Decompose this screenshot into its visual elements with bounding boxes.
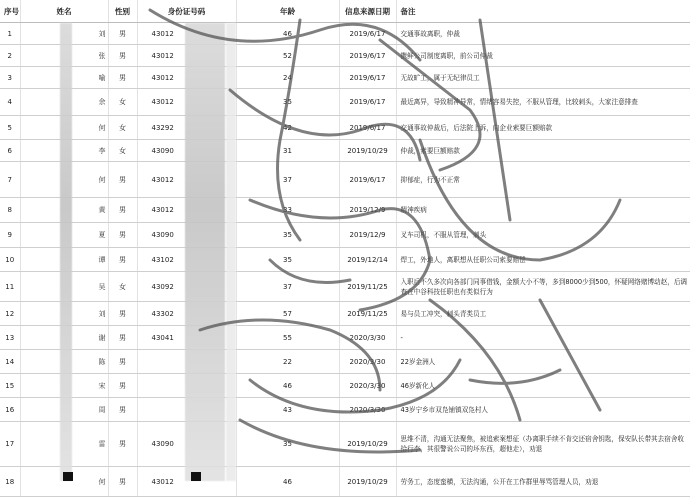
cell-name[interactable]: 何	[20, 467, 108, 497]
cell-name[interactable]: 陈	[20, 350, 108, 374]
header-row	[0, 0, 690, 23]
cell-date[interactable]: 2019/12/9	[339, 198, 396, 223]
cell-seq[interactable]: 3	[0, 67, 20, 89]
cell-id[interactable]: 43012	[137, 23, 236, 45]
cell-seq[interactable]: 10	[0, 248, 20, 272]
cell-date[interactable]: 2019/6/17	[339, 45, 396, 67]
cell-name[interactable]: 周	[20, 398, 108, 422]
id-redaction	[185, 23, 225, 481]
table-row[interactable]	[0, 116, 690, 140]
cell-age[interactable]: 35	[236, 223, 339, 248]
cell-gender[interactable]: 男	[108, 467, 137, 497]
cell-name[interactable]: 吴	[20, 272, 108, 302]
header-date[interactable]: 信息来源日期	[339, 0, 396, 23]
cell-date[interactable]: 2019/6/17	[339, 23, 396, 45]
table-row[interactable]	[0, 162, 690, 198]
header-note[interactable]: 备注	[396, 0, 690, 23]
cell-age[interactable]: 33	[236, 198, 339, 223]
cell-gender[interactable]: 男	[108, 302, 137, 326]
redaction-mark	[63, 472, 73, 481]
cell-age[interactable]: 22	[236, 350, 339, 374]
table-row[interactable]	[0, 45, 690, 67]
cell-age[interactable]: 52	[236, 45, 339, 67]
cell-name[interactable]: 李	[20, 140, 108, 162]
cell-name[interactable]: 何	[20, 162, 108, 198]
cell-gender[interactable]: 男	[108, 23, 137, 45]
cell-seq[interactable]: 14	[0, 350, 20, 374]
cell-gender[interactable]: 女	[108, 116, 137, 140]
table-row[interactable]	[0, 467, 690, 497]
table-row[interactable]	[0, 140, 690, 162]
cell-note[interactable]: 46岁新化人	[396, 374, 690, 398]
cell-id[interactable]: 43292	[137, 116, 236, 140]
cell-name[interactable]: 何	[20, 116, 108, 140]
cell-date[interactable]: 2019/6/17	[339, 89, 396, 116]
header-name[interactable]: 姓名	[20, 0, 108, 23]
cell-seq[interactable]: 8	[0, 198, 20, 223]
cell-name[interactable]: 雷	[20, 422, 108, 467]
cell-seq[interactable]: 6	[0, 140, 20, 162]
cell-name[interactable]: 张	[20, 45, 108, 67]
cell-name[interactable]: 喻	[20, 67, 108, 89]
cell-note[interactable]: 抑郁症，行为不正常	[396, 162, 690, 198]
cell-name[interactable]: 谢	[20, 326, 108, 350]
cell-seq[interactable]: 9	[0, 223, 20, 248]
table-row[interactable]	[0, 374, 690, 398]
cell-note[interactable]: 入职后不久多次向各部门同事借钱，金额大小不等，多到8000少到500，怀疑网络赌博动赵，后调查在中谷科技任职也有类似行为	[396, 272, 690, 302]
table-body	[0, 23, 690, 497]
cell-seq[interactable]: 18	[0, 467, 20, 497]
cell-date[interactable]: 2019/12/14	[339, 248, 396, 272]
cell-age[interactable]: 55	[236, 326, 339, 350]
header-age[interactable]: 年龄	[236, 0, 339, 23]
cell-date[interactable]: 2019/11/25	[339, 302, 396, 326]
table-row[interactable]	[0, 302, 690, 326]
header-gender[interactable]: 性别	[108, 0, 137, 23]
table-row[interactable]	[0, 67, 690, 89]
table-row[interactable]	[0, 223, 690, 248]
cell-note[interactable]: 精神疾病	[396, 198, 690, 223]
cell-note[interactable]: 仲裁，索要巨额赔款	[396, 140, 690, 162]
cell-age[interactable]: 57	[236, 302, 339, 326]
cell-gender[interactable]: 男	[108, 398, 137, 422]
cell-id[interactable]: 43012	[137, 467, 236, 497]
cell-note[interactable]: 叉车司机，不服从管理，刺头	[396, 223, 690, 248]
table-row[interactable]	[0, 398, 690, 422]
cell-age[interactable]: 35	[236, 248, 339, 272]
header-id[interactable]: 身份证号码	[137, 0, 236, 23]
cell-gender[interactable]: 男	[108, 67, 137, 89]
cell-date[interactable]: 2019/10/29	[339, 422, 396, 467]
cell-gender[interactable]: 女	[108, 89, 137, 116]
table-row[interactable]	[0, 248, 690, 272]
cell-seq[interactable]: 1	[0, 23, 20, 45]
cell-gender[interactable]: 男	[108, 223, 137, 248]
cell-note[interactable]: 43岁宁乡市双凫铺镇双凫村人	[396, 398, 690, 422]
table-row[interactable]	[0, 272, 690, 302]
cell-note[interactable]: 思维不清，沟通无法聚焦，被追索案想征（办离职手续不肯交还宿舍钥匙，保安队长带其去宿舍收拾行李，其很警说公司的坏东西，超他走），劝退	[396, 422, 690, 467]
table-row[interactable]	[0, 350, 690, 374]
cell-note[interactable]: 劳务工，态度蛮横，无法沟通，公开在工作群里辱骂管理人员，劝退	[396, 467, 690, 497]
cell-age[interactable]: 35	[236, 89, 339, 116]
cell-seq[interactable]: 13	[0, 326, 20, 350]
cell-gender[interactable]: 男	[108, 350, 137, 374]
cell-name[interactable]: 谭	[20, 248, 108, 272]
cell-id[interactable]: 43090	[137, 223, 236, 248]
cell-id[interactable]: 43012	[137, 89, 236, 116]
cell-date[interactable]: 2020/3/30	[339, 374, 396, 398]
id-redaction-faint	[226, 23, 236, 481]
redaction-mark	[191, 472, 201, 481]
cell-age[interactable]: 24	[236, 67, 339, 89]
cell-id[interactable]: 43102	[137, 248, 236, 272]
cell-age[interactable]: 31	[236, 140, 339, 162]
cell-date[interactable]: 2020/3/30	[339, 398, 396, 422]
cell-seq[interactable]: 2	[0, 45, 20, 67]
cell-id[interactable]: 43092	[137, 272, 236, 302]
cell-date[interactable]: 2019/6/17	[339, 162, 396, 198]
cell-seq[interactable]: 7	[0, 162, 20, 198]
cell-name[interactable]: 余	[20, 89, 108, 116]
cell-note[interactable]: 焊工，外地人，离职想从任职公司索要赔偿	[396, 248, 690, 272]
cell-gender[interactable]: 男	[108, 45, 137, 67]
cell-seq[interactable]: 16	[0, 398, 20, 422]
cell-age[interactable]: 43	[236, 398, 339, 422]
cell-seq[interactable]: 5	[0, 116, 20, 140]
cell-name[interactable]: 夏	[20, 223, 108, 248]
cell-id[interactable]: 43012	[137, 162, 236, 198]
table-row[interactable]	[0, 89, 690, 116]
cell-note[interactable]: 交通事故仲裁后，后法院上诉，向企业索要巨额赔款	[396, 116, 690, 140]
cell-id[interactable]: 43302	[137, 302, 236, 326]
table-row[interactable]	[0, 23, 690, 45]
cell-date[interactable]: 2020/3/30	[339, 350, 396, 374]
cell-age[interactable]: 46	[236, 374, 339, 398]
cell-age[interactable]: 46	[236, 467, 339, 497]
cell-gender[interactable]: 女	[108, 272, 137, 302]
cell-date[interactable]: 2019/6/17	[339, 67, 396, 89]
cell-gender[interactable]: 男	[108, 198, 137, 223]
cell-seq[interactable]: 15	[0, 374, 20, 398]
cell-seq[interactable]: 4	[0, 89, 20, 116]
cell-date[interactable]: 2019/10/29	[339, 140, 396, 162]
cell-age[interactable]: 46	[236, 23, 339, 45]
cell-gender[interactable]: 男	[108, 248, 137, 272]
cell-seq[interactable]: 11	[0, 272, 20, 302]
header-seq[interactable]: 序号	[0, 0, 20, 23]
cell-name[interactable]: 刘	[20, 302, 108, 326]
cell-note[interactable]: 易与员工冲突，刺头青类员工	[396, 302, 690, 326]
cell-date[interactable]: 2019/6/17	[339, 116, 396, 140]
cell-gender[interactable]: 女	[108, 140, 137, 162]
cell-id[interactable]: 43012	[137, 45, 236, 67]
cell-id[interactable]: 43012	[137, 67, 236, 89]
cell-note[interactable]: 携鲜公司制度离职，前公司仲裁	[396, 45, 690, 67]
cell-gender[interactable]: 男	[108, 326, 137, 350]
cell-age[interactable]: 37	[236, 162, 339, 198]
cell-note[interactable]: 无故旷工，属于无纪律员工	[396, 67, 690, 89]
cell-id[interactable]: 43012	[137, 198, 236, 223]
cell-name[interactable]: 黄	[20, 198, 108, 223]
cell-age[interactable]: 37	[236, 272, 339, 302]
cell-note[interactable]: 交通事故离职，仲裁	[396, 23, 690, 45]
name-redaction	[60, 23, 72, 481]
cell-age[interactable]: 35	[236, 422, 339, 467]
cell-name[interactable]: 宋	[20, 374, 108, 398]
cell-note[interactable]: 最近离异，导致精神异常，情绪容易失控，不服从管理，比较刺头，大家注意排查	[396, 89, 690, 116]
cell-date[interactable]: 2020/3/30	[339, 326, 396, 350]
cell-gender[interactable]: 男	[108, 422, 137, 467]
cell-seq[interactable]: 12	[0, 302, 20, 326]
table-row[interactable]	[0, 198, 690, 223]
cell-date[interactable]: 2019/12/9	[339, 223, 396, 248]
cell-name[interactable]: 刘	[20, 23, 108, 45]
cell-id[interactable]: 43090	[137, 140, 236, 162]
cell-note[interactable]: -	[396, 326, 690, 350]
table-row[interactable]	[0, 326, 690, 350]
cell-note[interactable]: 22岁金洲人	[396, 350, 690, 374]
table-row[interactable]	[0, 422, 690, 467]
cell-gender[interactable]: 男	[108, 374, 137, 398]
cell-seq[interactable]: 17	[0, 422, 20, 467]
cell-id[interactable]: 43090	[137, 422, 236, 467]
cell-date[interactable]: 2019/11/25	[339, 272, 396, 302]
cell-date[interactable]: 2019/10/29	[339, 467, 396, 497]
cell-gender[interactable]: 男	[108, 162, 137, 198]
cell-age[interactable]: 42	[236, 116, 339, 140]
cell-id[interactable]: 43041	[137, 326, 236, 350]
